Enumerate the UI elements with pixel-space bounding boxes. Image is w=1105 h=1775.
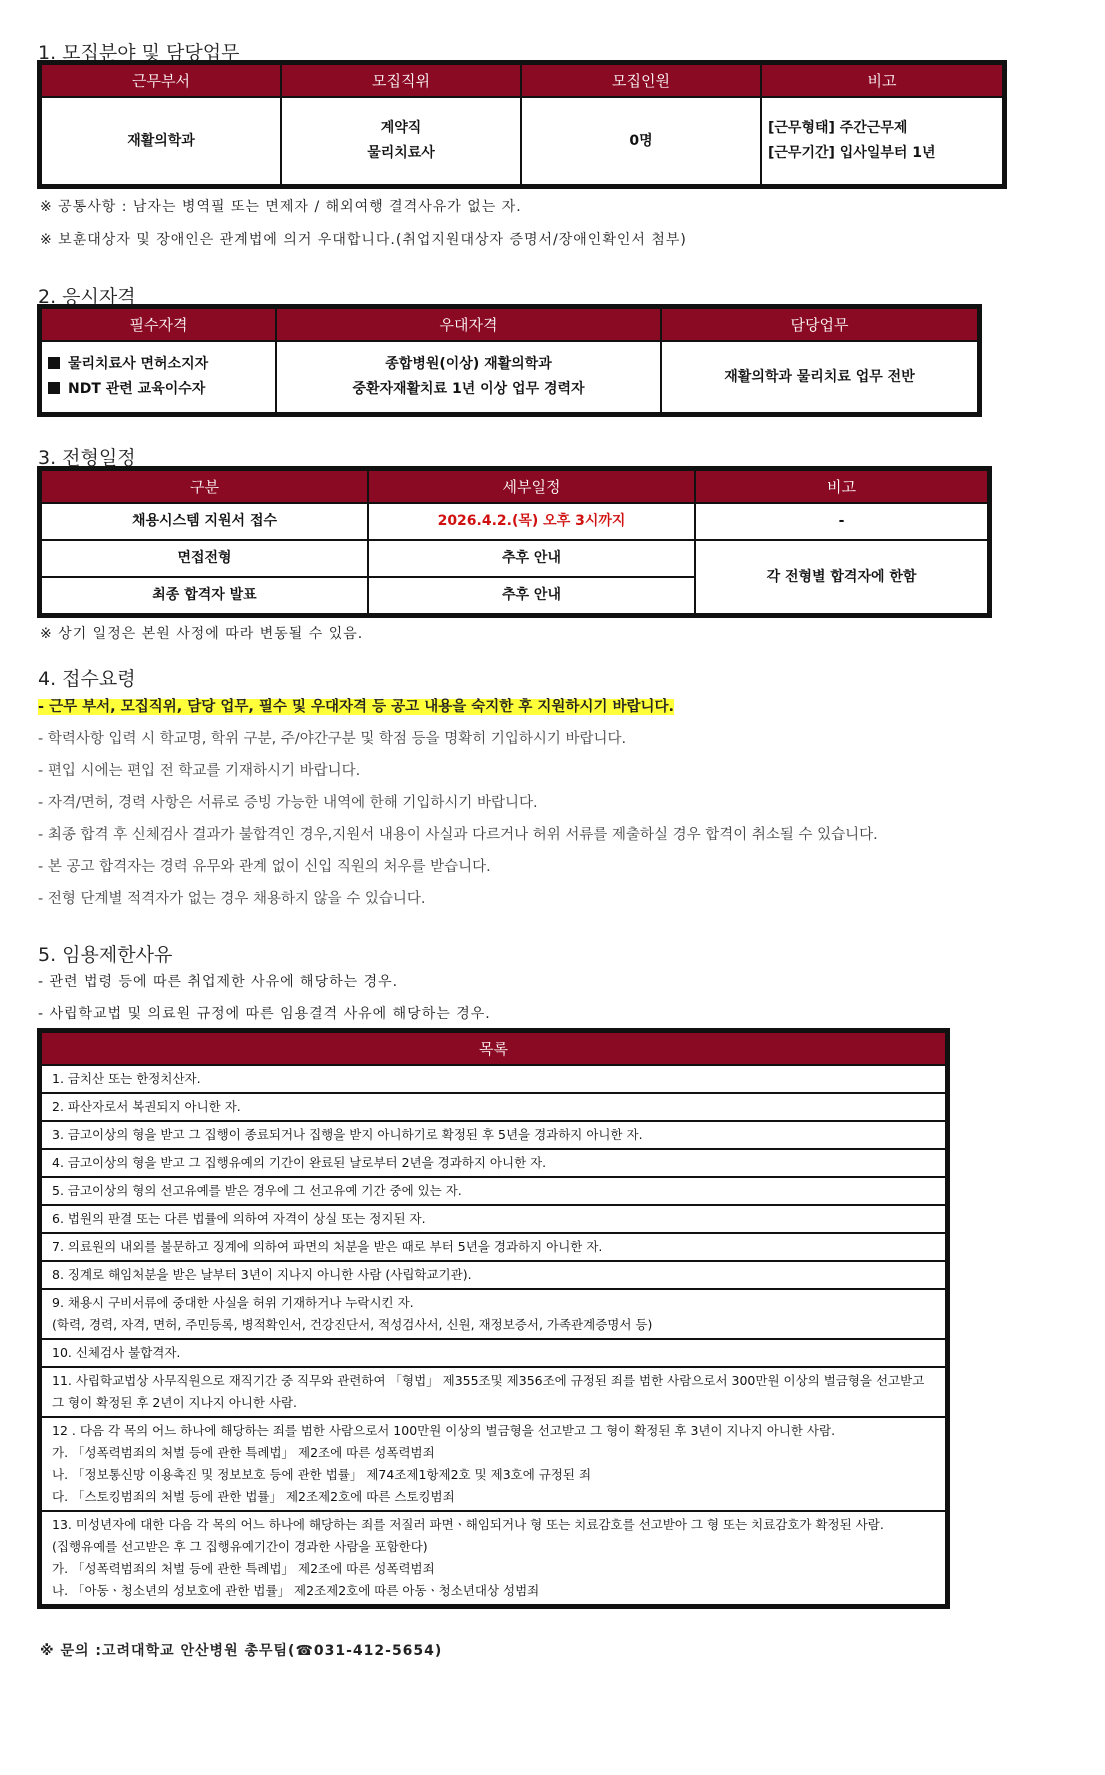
col-header-note: 비고 [761,64,1003,97]
veterans-remark: ※ 보훈대상자 및 장애인은 관계법에 의거 우대합니다.(취업지원대상자 증명서/장애인확인서 첨부) [40,232,687,248]
list-item [41,1289,946,1339]
required-cell [41,341,276,413]
list-item: 2. 파산자로서 복권되지 아니한 자. [41,1093,946,1121]
col-header-remark: 비고 [695,470,988,503]
list-item-line: 나. 「정보통신망 이용촉진 및 정보보호 등에 관한 법률」 제74조제1항제2호 및 제3호에 규정된 죄 [52,1467,592,1482]
col-header-duty: 담당업무 [661,308,978,341]
qualification-table [40,307,979,414]
schedule-remark: ※ 상기 일정은 본원 사정에 따라 변동될 수 있음. [40,626,364,642]
list-item-line: 13. 미성년자에 대한 다음 각 목의 어느 하나에 해당하는 죄를 저질러 파면ㆍ해임되거나 형 또는 치료감호를 선고받아 그 형 또는 치료감호가 확정된 사람. [52,1517,884,1532]
list-item-line: (학력, 경력, 자격, 면허, 주민등록, 병적확인서, 건강진단서, 적성검사서, 신원, 재정보증서, 가족관계증명서 등) [52,1317,653,1332]
restriction-line: - 사립학교법 및 의료원 규정에 따른 임용결격 사유에 해당하는 경우. [38,1006,491,1022]
recruit-table [40,63,1004,186]
required-item: NDT 관련 교육이수자 [68,381,206,397]
instruction-line: - 편입 시에는 편입 전 학교를 기재하시기 바랍니다. [38,763,361,779]
note-cell [761,97,1003,185]
list-item-line: 12 . 다음 각 목의 어느 하나에 해당하는 죄를 범한 사람으로서 100만원 이상의 벌금형을 선고받고 그 형이 확정된 후 3년이 지나지 아니한 사람. [52,1423,836,1438]
col-header-dept: 근무부서 [41,64,281,97]
preferred-cell [276,341,661,413]
merged-remark-cell: 각 전형별 합격자에 한함 [695,540,988,614]
preferred-item: 중환자재활치료 1년 이상 업무 경력자 [352,381,585,397]
list-item: 3. 금고이상의 형을 받고 그 집행이 종료되거나 집행을 받지 아니하기로 확정된 후 5년을 경과하지 아니한 자. [41,1121,946,1149]
square-bullet-icon [48,382,60,394]
highlight-text: - 근무 부서, 모집직위, 담당 업무, 필수 및 우대자격 등 공고 내용을 숙지한 후 지원하시기 바랍니다. [38,699,675,715]
list-item: 8. 징계로 해임처분을 받은 날부터 3년이 지나지 아니한 사람 (사립학교기관). [41,1261,946,1289]
work-period: [근무기간] 입사일부터 1년 [768,145,936,161]
position-title: 물리치료사 [367,145,435,161]
list-item: 6. 법원의 판결 또는 다른 법률에 의하여 자격이 상실 또는 정지된 자. [41,1205,946,1233]
instruction-line: - 학력사항 입력 시 학교명, 학위 구분, 주/야간구분 및 학점 등을 명확히 기입하시기 바랍니다. [38,731,627,747]
required-item: 물리치료사 면허소지자 [68,356,209,372]
col-header-required: 필수자격 [41,308,276,341]
list-item [41,1511,946,1605]
list-item-line: 가. 「성폭력범죄의 처벌 등에 관한 특례법」 제2조에 따른 성폭력범죄 [52,1561,435,1576]
section-1-title: 1. 모집분야 및 담당업무 [38,42,240,64]
section-4-title: 4. 접수요령 [38,668,136,690]
section-2-title: 2. 응시자격 [38,286,136,308]
preferred-item: 종합병원(이상) 재활의학과 [385,356,552,372]
col-header-preferred: 우대자격 [276,308,661,341]
disqualification-list [40,1031,947,1606]
list-item: 10. 신체검사 불합격자. [41,1339,946,1367]
list-item-line: 9. 채용시 구비서류에 중대한 사실을 허위 기재하거나 누락시킨 자. [52,1295,414,1310]
common-remark: ※ 공통사항 : 남자는 병역필 또는 면제자 / 해외여행 결격사유가 없는 자. [40,199,522,215]
stage-cell: 최종 합격자 발표 [41,577,368,614]
instruction-line: - 자격/면허, 경력 사항은 서류로 증빙 가능한 내역에 한해 기입하시기 바랍니다. [38,795,538,811]
list-item [41,1367,946,1417]
list-header: 목록 [41,1032,946,1065]
section-5-title: 5. 임용제한사유 [38,944,173,966]
deadline-cell: 2026.4.2.(목) 오후 3시까지 [368,503,695,540]
position-cell [281,97,521,185]
col-header-position: 모집직위 [281,64,521,97]
duty-cell: 재활의학과 물리치료 업무 전반 [661,341,978,413]
col-header-stage: 구분 [41,470,368,503]
square-bullet-icon [48,357,60,369]
section-3-title: 3. 전형일정 [38,447,136,469]
list-item-line: 나. 「아동ㆍ청소년의 성보호에 관한 법률」 제2조제2호에 따른 아동ㆍ청소년대상 성범죄 [52,1583,540,1598]
contact-info: ※ 문의 :고려대학교 안산병원 총무팀(☎031-412-5654) [40,1643,443,1659]
list-item-line: (집행유예를 선고받은 후 그 집행유예기간이 경과한 사람을 포함한다) [52,1539,428,1554]
date-cell: 추후 안내 [368,540,695,577]
instruction-line: - 전형 단계별 적격자가 없는 경우 채용하지 않을 수 있습니다. [38,891,426,907]
restriction-line: - 관련 법령 등에 따른 취업제한 사유에 해당하는 경우. [38,974,399,990]
list-item: 1. 금치산 또는 한정치산자. [41,1065,946,1093]
stage-cell: 면접전형 [41,540,368,577]
instruction-line: - 최종 합격 후 신체검사 결과가 불합격인 경우,지원서 내용이 사실과 다르거나 허위 서류를 제출하실 경우 합격이 취소될 수 있습니다. [38,827,878,843]
position-type: 계약직 [380,120,422,136]
date-cell: 추후 안내 [368,577,695,614]
list-item-line: 그 형이 확정된 후 2년이 지나지 아니한 사람. [52,1395,298,1410]
dept-cell: 재활의학과 [41,97,281,185]
col-header-date: 세부일정 [368,470,695,503]
list-item: 5. 금고이상의 형의 선고유예를 받은 경우에 그 선고유예 기간 중에 있는 자. [41,1177,946,1205]
stage-cell: 채용시스템 지원서 접수 [41,503,368,540]
remark-cell: - [695,503,988,540]
col-header-count: 모집인원 [521,64,761,97]
list-item-line: 다. 「스토킹범죄의 처벌 등에 관한 법률」 제2조제2호에 따른 스토킹범죄 [52,1489,455,1504]
highlighted-instruction [38,695,674,716]
work-type: [근무형태] 주간근무제 [768,120,908,136]
schedule-table [40,469,989,615]
instruction-line: - 본 공고 합격자는 경력 유무와 관계 없이 신입 직원의 처우를 받습니다. [38,859,491,875]
list-item: 7. 의료원의 내외를 불문하고 징계에 의하여 파면의 처분을 받은 때로 부터 5년을 경과하지 아니한 자. [41,1233,946,1261]
list-item-line: 가. 「성폭력범죄의 처벌 등에 관한 특례법」 제2조에 따른 성폭력범죄 [52,1445,435,1460]
count-cell: 0명 [521,97,761,185]
list-item-line: 11. 사립학교법상 사무직원으로 재직기간 중 직무와 관련하여 「형법」 제355조및 제356조에 규정된 죄를 범한 사람으로서 300만원 이상의 벌금형을 선고받고 [52,1373,925,1388]
list-item: 4. 금고이상의 형을 받고 그 집행유예의 기간이 완료된 날로부터 2년을 경과하지 아니한 자. [41,1149,946,1177]
list-item [41,1417,946,1511]
